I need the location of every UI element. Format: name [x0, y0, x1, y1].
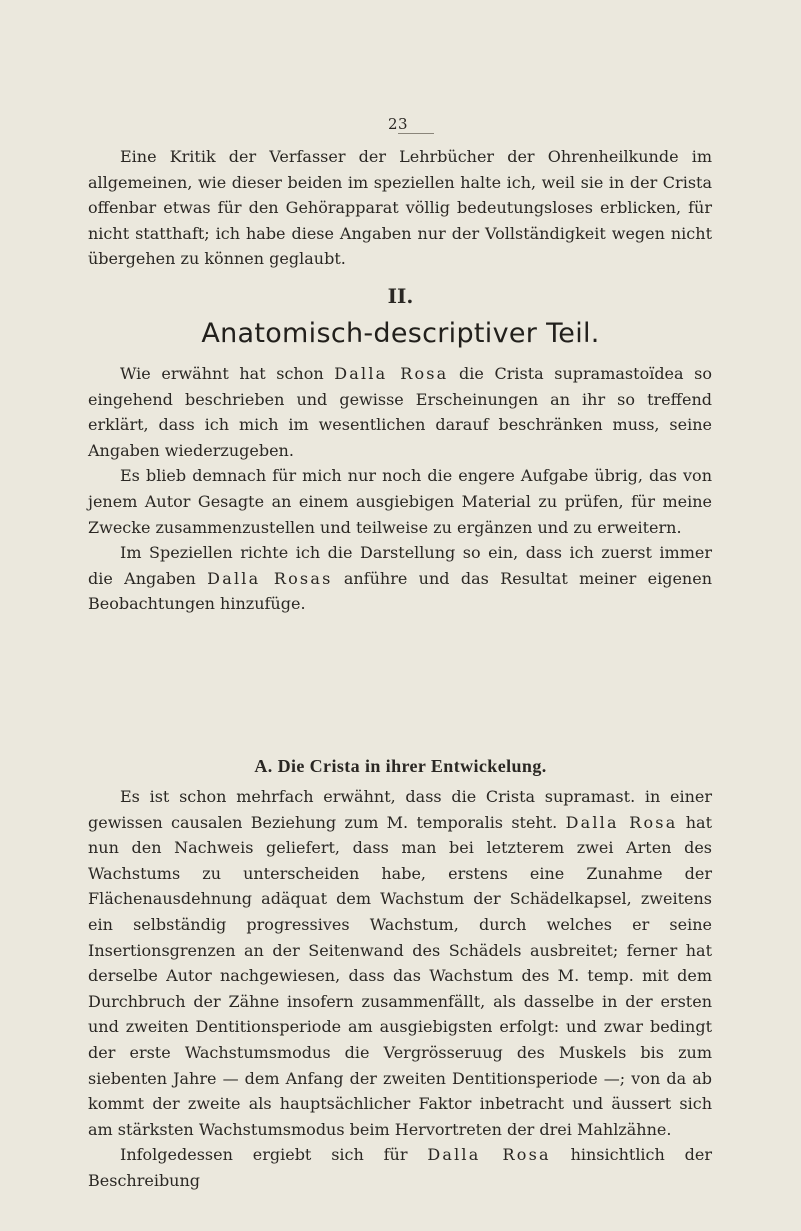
subsection-heading: A. Die Crista in ihrer Entwickelung. [254, 756, 547, 776]
text-span: Wie erwähnt hat schon [120, 364, 335, 383]
section-body [88, 361, 712, 617]
section-number: II. [387, 284, 414, 308]
body-paragraph: Es blieb demnach für mich nur noch die engere Aufgabe übrig, das von jenem Autor Gesagte an einem ausgiebigen Material zu prüfen, für meine Zwecke zusammenzustellen und teilweise zu ergänzen und zu erweitern. [88, 466, 712, 537]
text-span: anführe und das Resultat meiner eigenen Beobachtungen hinzufüge. [88, 568, 712, 614]
text-span: Infolgedessen ergiebt sich für [120, 1145, 428, 1165]
author-name: Dalla Rosa [427, 1145, 551, 1165]
body-paragraph [88, 1142, 712, 1193]
text-span: hinsichtlich der Beschreibung [88, 1145, 713, 1190]
intro-paragraph-block [88, 144, 712, 272]
subsection-body [88, 784, 712, 1194]
body-paragraph [88, 540, 712, 617]
author-name: Dalla Rosas [207, 568, 333, 588]
text-span: Es ist schon mehrfach erwähnt, dass die Crista supramast. in einer gewissen causalen Beziehung zum M. temporalis steht. [88, 787, 712, 832]
page-number-rule [398, 133, 434, 134]
author-name: Dalla Rosa [565, 812, 678, 832]
text-span: hat nun den Nachweis geliefert, dass man bei letzterem zwei Arten des Wachstums zu unterscheiden habe, erstens eine Zunahme der Flächenausdehnung adäquat dem Wachstum der Schädelkapsel, zweitens ein selbständig progressives Wachstum, durch welches er seine Insertionsgrenzen an der Seitenwand des Schädels ausbreitet; ferner hat derselbe Autor nachgewiesen, dass das Wachstum des M. temp. mit dem Durchbruch der Zähne insofern zusammenfällt, als dasselbe in der ersten und zweiten Dentitionsperiode am ausgiebigsten erfolgt: und zwar bedingt der erste Wachstumsmodus die Vergrösseruug des Muskels bis zum siebenten Jahre — dem Anfang der zweiten Dentitionsperiode —; von da ab kommt der zweite als hauptsächlicher Faktor inbetracht und äussert sich am stärksten Wachstumsmodus beim Hervortreten der drei Mahlzähne. [88, 812, 713, 1139]
body-paragraph [88, 361, 712, 463]
section-title: Anatomisch-descriptiver Teil. [201, 318, 600, 349]
intro-paragraph: Eine Kritik der Verfasser der Lehrbücher der Ohrenheilkunde im allgemeinen, wie dieser beiden im speziellen halte ich, weil sie in der Crista offenbar etwas für den Gehörapparat völlig bedeutungsloses erblicken, für nicht statthaft; ich habe diese Angaben nur der Vollständigkeit wegen nicht übergehen zu können geglaubt. [88, 147, 712, 269]
author-name: Dalla Rosa [334, 364, 449, 383]
body-paragraph [88, 784, 712, 1142]
text-span: Im Speziellen richte ich die Darstellung so ein, dass ich zuerst immer die Angaben [88, 543, 712, 588]
text-span: die Crista supramastoïdea so eingehend beschrieben und gewisse Erscheinungen an ihr so treffend erklärt, dass ich mich im wesentlichen darauf beschränken muss, seine Angaben wiederzugeben. [88, 364, 713, 460]
page-number: 23 [388, 115, 409, 133]
